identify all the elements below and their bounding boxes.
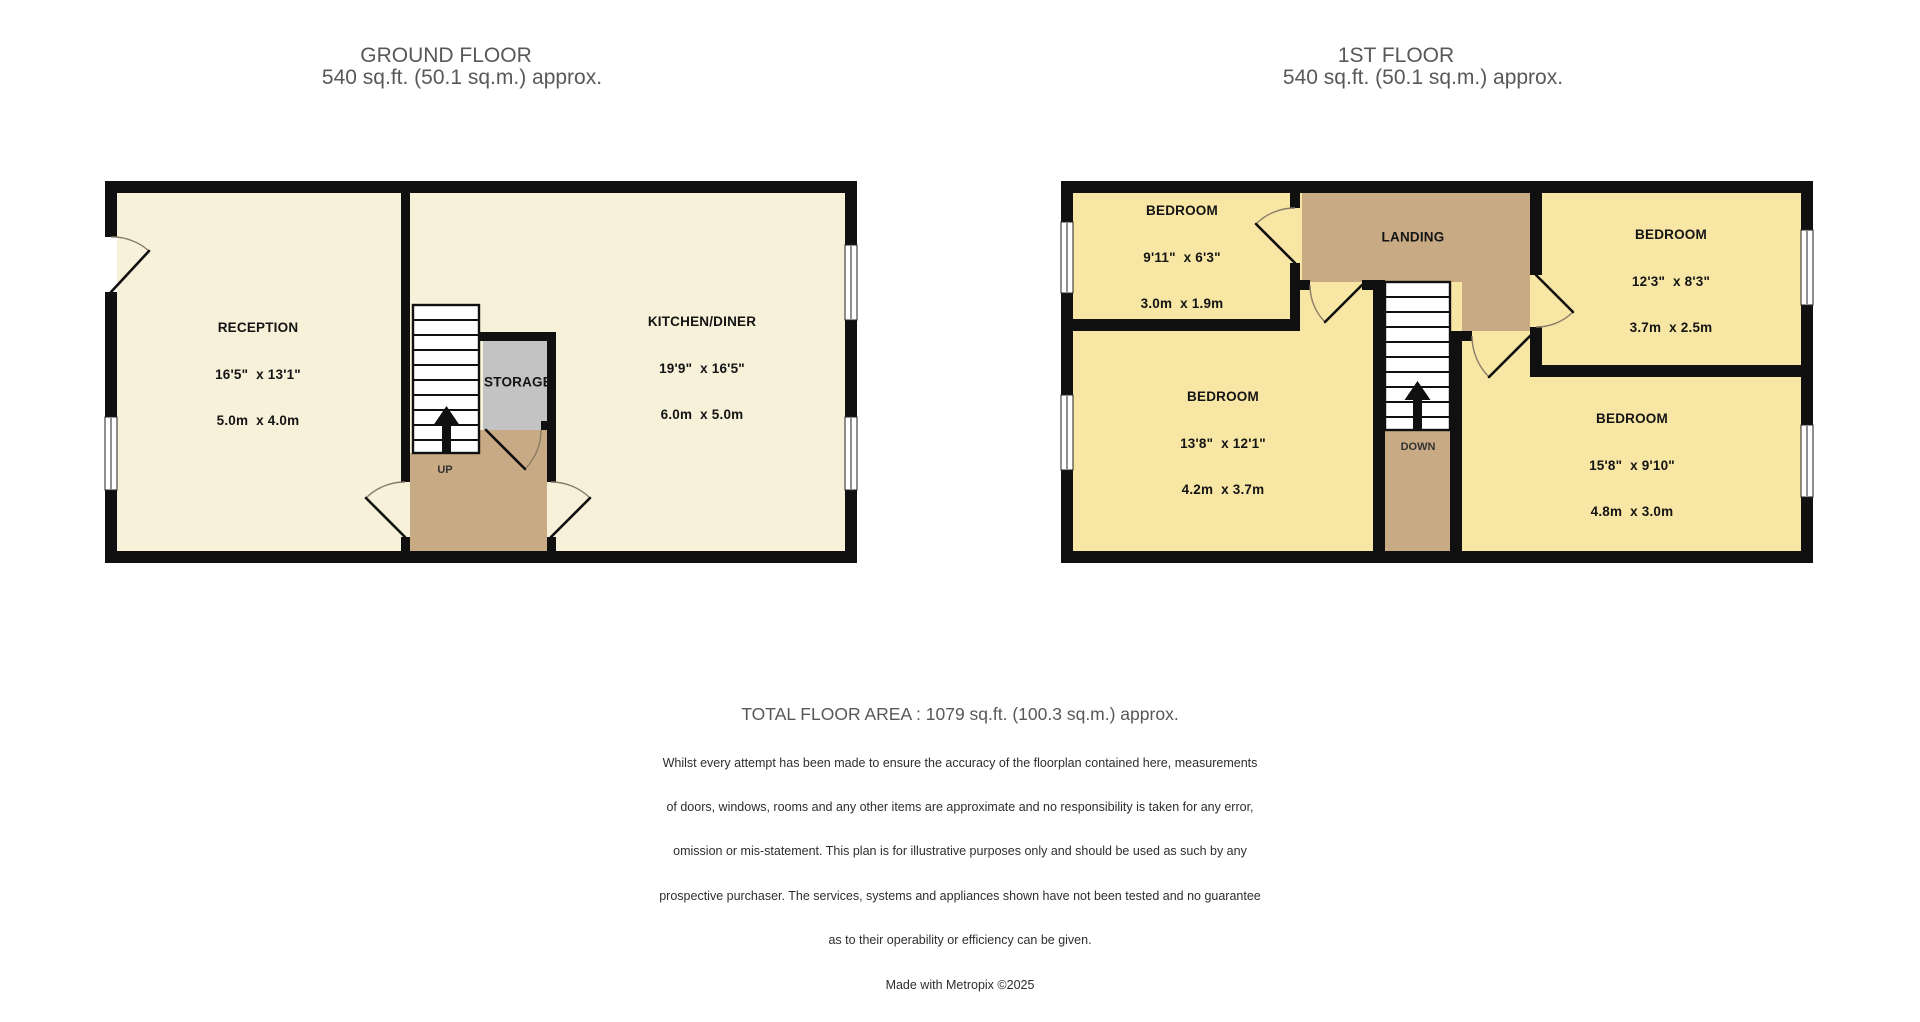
room-label-reception	[215, 289, 301, 460]
ground-floor-subtitle: 540 sq.ft. (50.1 sq.m.) approx.	[321, 66, 603, 89]
room-dims-metric: 5.0m x 4.0m	[216, 412, 300, 428]
stairs-down-label: DOWN	[1400, 441, 1436, 453]
stairs-up-label: UP	[437, 464, 453, 476]
disclaimer-line: of doors, windows, rooms and any other items are approximate and no responsibility is taken for any error,	[666, 799, 1254, 814]
window-left-lower	[1061, 395, 1073, 470]
metropix-credit: Made with Metropix ©2025	[885, 977, 1035, 992]
room-label-storage	[484, 343, 552, 421]
room-name: BEDROOM	[1635, 226, 1707, 242]
room-dims-metric: 6.0m x 5.0m	[660, 406, 744, 422]
disclaimer-line: omission or mis-statement. This plan is for illustrative purposes only and should be used as such by any	[673, 844, 1247, 859]
room-dims-imperial: 16'5" x 13'1"	[215, 366, 301, 382]
window-right-upper	[845, 245, 857, 320]
room-label-bedroom-back	[1589, 380, 1675, 551]
room-name: RECEPTION	[217, 319, 299, 335]
room-name: LANDING	[1381, 229, 1445, 245]
first-floor-subtitle: 540 sq.ft. (50.1 sq.m.) approx.	[1282, 66, 1564, 89]
ground-floor-stairs	[413, 305, 479, 453]
room-dims-metric: 4.8m x 3.0m	[1590, 503, 1674, 519]
room-dims-imperial: 12'3" x 8'3"	[1631, 273, 1711, 289]
room-label-bedroom-front	[1141, 172, 1224, 343]
window-right-lower	[1801, 425, 1813, 497]
room-dims-metric: 3.7m x 2.5m	[1629, 319, 1713, 335]
room-name: BEDROOM	[1146, 202, 1218, 218]
room-label-bedroom-right	[1630, 196, 1713, 367]
room-name: BEDROOM	[1596, 410, 1668, 426]
room-dims-imperial: 15'8" x 9'10"	[1589, 457, 1675, 473]
disclaimer-line: as to their operability or efficiency can be given.	[828, 933, 1092, 948]
total-floor-area: TOTAL FLOOR AREA : 1079 sq.ft. (100.3 sq.m.) approx.	[741, 704, 1179, 724]
ground-floor-title: GROUND FLOOR	[360, 44, 532, 67]
room-label-kitchen-diner	[648, 283, 756, 454]
window-left	[105, 417, 117, 490]
disclaimer-line: prospective purchaser. The services, systems and appliances shown have not been tested and no guarantee	[659, 888, 1261, 903]
room-dims-metric: 4.2m x 3.7m	[1181, 481, 1265, 497]
disclaimer-line: Whilst every attempt has been made to ensure the accuracy of the floorplan contained here, measurements	[662, 755, 1258, 770]
disclaimer-text	[0, 726, 1920, 1022]
room-dims-imperial: 13'8" x 12'1"	[1180, 435, 1266, 451]
room-label-bedroom-left	[1180, 358, 1266, 529]
room-name: BEDROOM	[1187, 388, 1259, 404]
first-floor-stairs	[1385, 282, 1450, 430]
window-left-upper	[1061, 222, 1073, 293]
window-right-lower	[845, 417, 857, 490]
room-name: STORAGE	[484, 374, 552, 390]
room-dims-imperial: 19'9" x 16'5"	[659, 360, 745, 376]
room-dims-metric: 3.0m x 1.9m	[1140, 295, 1224, 311]
window-right-upper	[1801, 230, 1813, 305]
room-dims-imperial: 9'11" x 6'3"	[1143, 249, 1221, 265]
room-name: KITCHEN/DINER	[647, 313, 757, 329]
room-label-landing	[1382, 198, 1445, 276]
first-floor-title: 1ST FLOOR	[1337, 44, 1455, 67]
